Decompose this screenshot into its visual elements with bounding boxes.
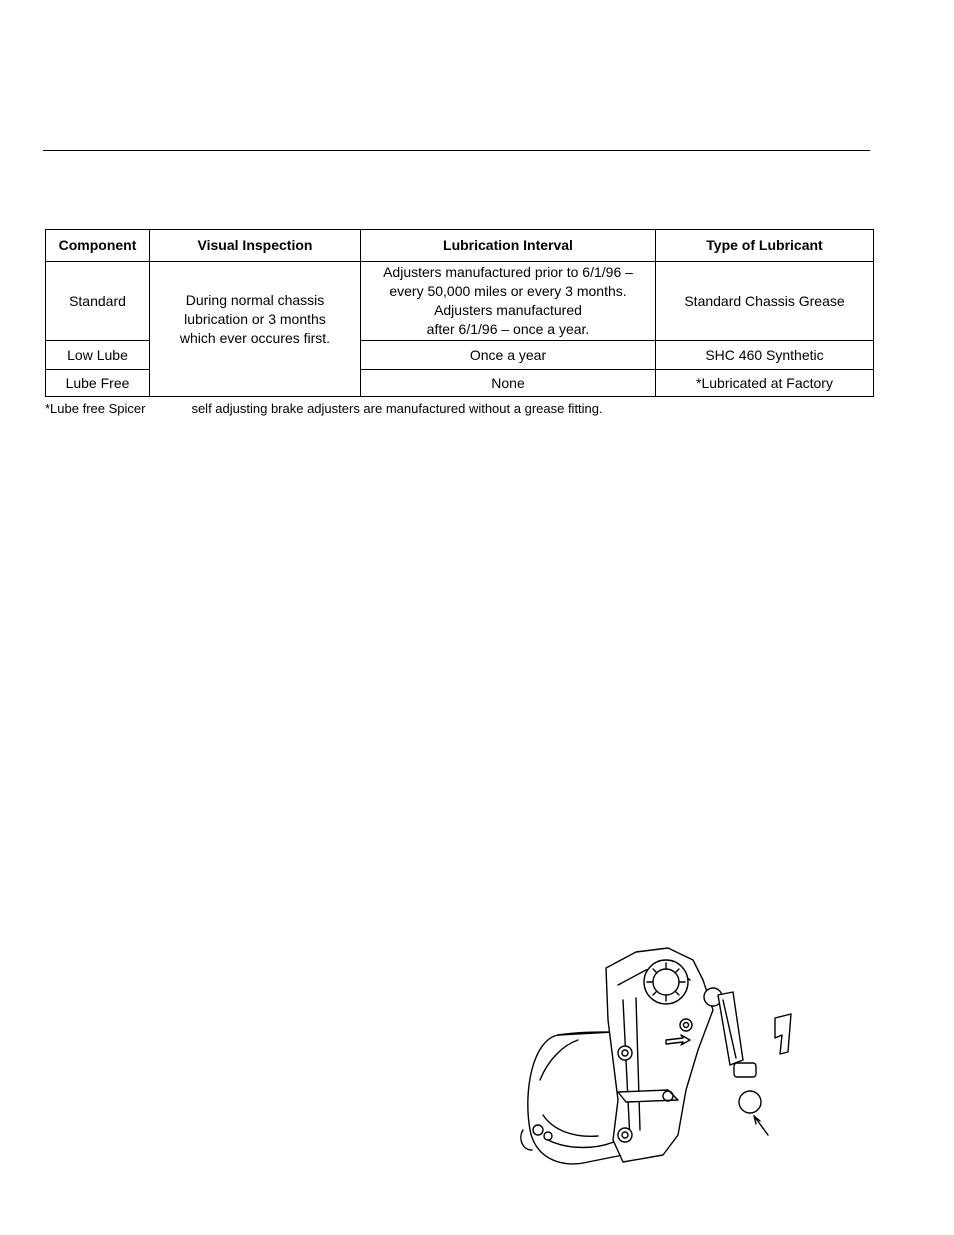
- brake-adjuster-illustration: [518, 940, 798, 1170]
- interval-line: every 50,000 miles or every 3 months.: [389, 283, 627, 299]
- interval-line: Adjusters manufactured prior to 6/1/96 –: [383, 264, 633, 280]
- interval-line: after 6/1/96 – once a year.: [426, 321, 590, 337]
- lubrication-table: [45, 229, 874, 397]
- component-lube-free: Lube Free: [46, 370, 150, 397]
- lubricant-lube-free: *Lubricated at Factory: [656, 370, 874, 397]
- header-type-of-lubricant: Type of Lubricant: [656, 230, 874, 262]
- interval-line: Adjusters manufactured: [434, 302, 582, 318]
- visual-inspection-line: lubrication or 3 months: [184, 311, 326, 327]
- table-footnote: [45, 400, 603, 418]
- footnote-part1: *Lube free Spicer: [45, 401, 146, 416]
- component-standard: Standard: [46, 262, 150, 341]
- header-visual-inspection: Visual Inspection: [150, 230, 361, 262]
- lubricant-standard: Standard Chassis Grease: [656, 262, 874, 341]
- component-low-lube: Low Lube: [46, 341, 150, 370]
- visual-inspection-line: which ever occures first.: [179, 330, 331, 346]
- interval-standard: [361, 262, 656, 341]
- table-row: [46, 262, 874, 341]
- lubricant-low-lube: SHC 460 Synthetic: [656, 341, 874, 370]
- header-component: Component: [46, 230, 150, 262]
- header-lubrication-interval: Lubrication Interval: [361, 230, 656, 262]
- header-rule: [43, 150, 870, 151]
- visual-inspection-line: During normal chassis: [185, 292, 325, 308]
- table-header-row: [46, 230, 874, 262]
- interval-low-lube: Once a year: [361, 341, 656, 370]
- footnote-part2: self adjusting brake adjusters are manufactured without a grease fitting.: [191, 401, 603, 416]
- visual-inspection-cell: [150, 262, 361, 397]
- interval-lube-free: None: [361, 370, 656, 397]
